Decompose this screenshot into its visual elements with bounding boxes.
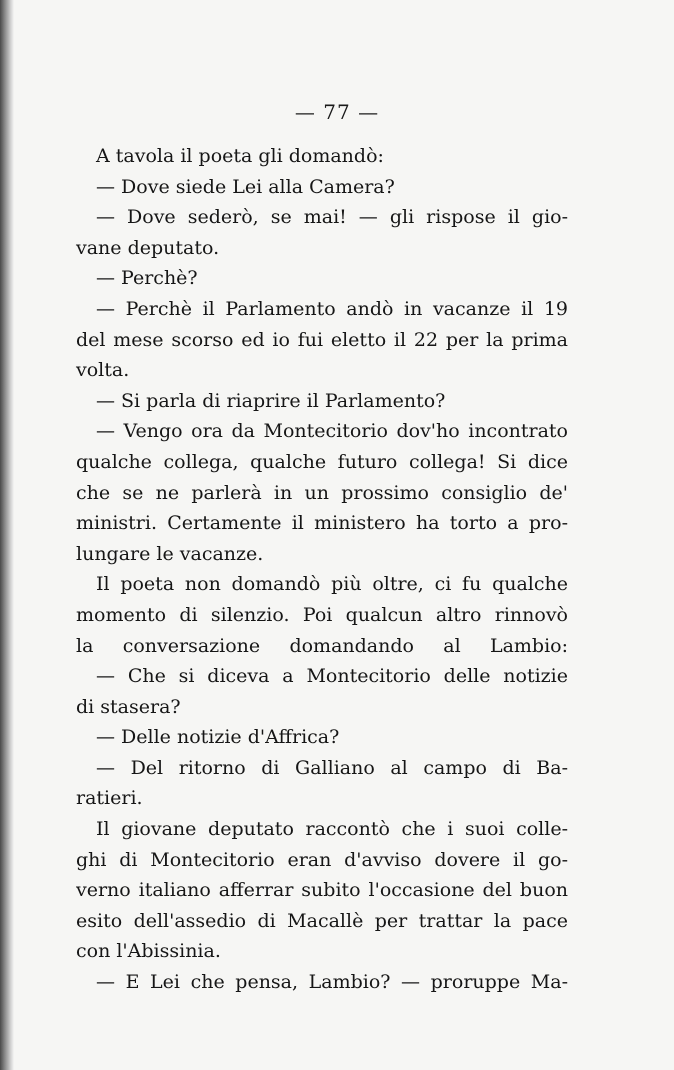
text-line: che se ne parlerà in un prossimo consiglio de' bbox=[76, 481, 568, 504]
text-line: del mese scorso ed io fui eletto il 22 per la prima bbox=[76, 328, 568, 351]
text-line: — Perchè il Parlamento andò in vacanze il 19 bbox=[96, 297, 568, 320]
text-line: ratieri. bbox=[76, 787, 143, 810]
text-line: — Del ritorno di Galliano al campo di Ba- bbox=[96, 756, 568, 779]
text-line: volta. bbox=[76, 359, 130, 382]
body-text bbox=[76, 141, 568, 998]
text-line: — Vengo ora da Montecitorio dov'ho incontrato bbox=[96, 420, 568, 443]
text-line: di stasera? bbox=[76, 695, 181, 718]
text-line: ministri. Certamente il ministero ha torto a pro- bbox=[76, 512, 568, 535]
binding-edge bbox=[0, 0, 14, 1070]
text-line: qualche collega, qualche futuro collega! Si dice bbox=[76, 450, 568, 473]
page-number: — 77 — bbox=[294, 100, 380, 124]
text-line: lungare le vacanze. bbox=[76, 542, 264, 565]
text-line: — Perchè? bbox=[96, 267, 198, 290]
text-line: con l'Abissinia. bbox=[76, 940, 221, 963]
text-line: la conversazione domandando al Lambio: bbox=[76, 634, 568, 657]
text-line: — Dove sederò, se mai! — gli rispose il gio- bbox=[96, 206, 568, 229]
text-line: verno italiano afferrar subito l'occasione del buon bbox=[76, 879, 568, 902]
text-line: — E Lei che pensa, Lambio? — proruppe Ma- bbox=[96, 971, 568, 994]
text-line: — Che si diceva a Montecitorio delle notizie bbox=[96, 665, 568, 688]
text-line: Il giovane deputato raccontò che i suoi colle- bbox=[96, 818, 568, 841]
text-line: ghi di Montecitorio eran d'avviso dovere il go- bbox=[76, 848, 568, 871]
text-line: vane deputato. bbox=[76, 236, 220, 259]
text-line: momento di silenzio. Poi qualcun altro rinnovò bbox=[76, 603, 568, 626]
text-line: — Dove siede Lei alla Camera? bbox=[96, 175, 395, 198]
text-line: esito dell'assedio di Macallè per trattar la pace bbox=[76, 909, 568, 932]
text-line: — Delle notizie d'Affrica? bbox=[96, 726, 340, 749]
text-line: Il poeta non domandò più oltre, ci fu qualche bbox=[96, 573, 568, 596]
text-line: A tavola il poeta gli domandò: bbox=[96, 145, 384, 167]
text-line: — Si parla di riaprire il Parlamento? bbox=[96, 389, 446, 412]
